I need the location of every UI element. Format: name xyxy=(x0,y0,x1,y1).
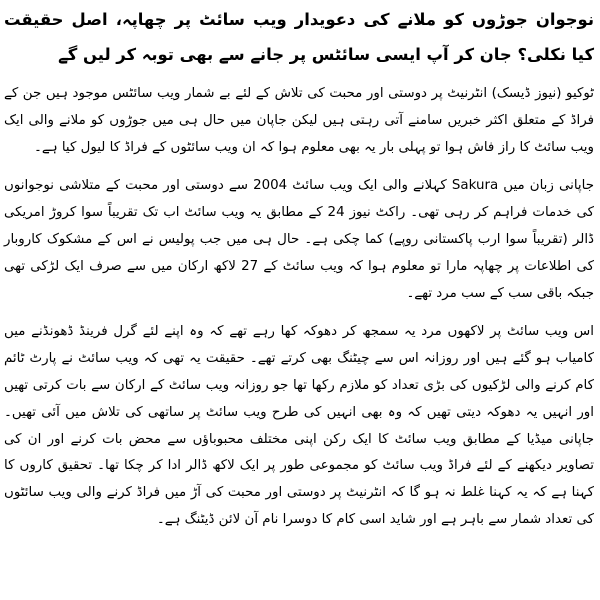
article-paragraph-sakura: جاپانی زبان میں Sakura کہلانے والی ایک ویب سائٹ 2004 سے دوستی اور محبت کے متلاشی نوجوانوں کی خدمات فراہم کر رہی تھی۔ راکٹ نیوز 24 کے مطابق یہ ویب سائٹ اب تک تقریباً سوا کروڑ امریکی ڈالر (تقریباً سوا ارب پاکستانی روپے) کما چکی ہے۔ حال ہی میں جب پولیس نے اس کے مشکوک کاروبار کی اطلاعات پر چھاپہ مارا تو معلوم ہوا کہ ویب سائٹ کے 27 لاکھ ارکان میں سے صرف ایک لڑکی تھی جبکہ باقی سب کے سب مرد تھے۔ xyxy=(4,178,595,301)
article-headline: نوجوان جوڑوں کو ملانے کی دعویدار ویب سائٹ پر چھاپہ، اصل حقیقت کیا نکلی؟ جان کر آپ ایسی سائٹس پر جانے سے بھی توبہ کر لیں گے xyxy=(4,10,594,64)
article-paragraph-fraud: اس ویب سائٹ پر لاکھوں مرد یہ سمجھ کر دھوکہ کھا رہے تھے کہ وہ اپنے لئے گرل فرینڈ ڈھونڈنے میں کامیاب ہو گئے ہیں اور روزانہ اس سے چیٹنگ بھی کرتے تھے۔ حقیقت یہ تھی کہ ویب سائٹ نے پارٹ ٹائم کام کرنے والی لڑکیوں کی بڑی تعداد کو ملازم رکھا تھا جو روزانہ ویب سائٹ کے ارکان سے بات کرتی تھیں اور انہیں یہ دھوکہ دیتی تھیں کہ وہ بھی انہیں کی طرح ویب سائٹ پر ساتھی کی تلاش میں آئی تھیں۔ جاپانی میڈیا کے مطابق ویب سائٹ کا ایک رکن اپنی مختلف محبوباؤں سے محض بات کرنے اور ان کی تصاویر دیکھنے کے لئے فراڈ ویب سائٹ کو مجموعی طور پر ایک لاکھ ڈالر ادا کر چکا تھا۔ تحقیق کاروں کا کہنا ہے کہ یہ کہنا غلط نہ ہو گا کہ انٹرنیٹ پر دوستی اور محبت کی آڑ میں فراڈ کرنے والی ویب سائٹوں کی تعداد شمار سے باہر ہے اور شاید اسی کام کا دوسرا نام آن لائن ڈیٹنگ ہے۔ xyxy=(4,324,594,527)
article-paragraph-intro: ٹوکیو (نیوز ڈیسک) انٹرنیٹ پر دوستی اور محبت کی تلاش کے لئے بے شمار ویب سائٹس موجود ہیں جن کے فراڈ کے متعلق اکثر خبریں سامنے آتی رہتی ہیں لیکن جاپان میں حال ہی میں جوڑوں کو ملانے والی ایک ویب سائٹ کا راز فاش ہوا تو پہلی بار یہ بھی معلوم ہوا کہ ان ویب سائٹوں کے فراڈ کا لیول کیا ہے۔ xyxy=(4,86,594,155)
